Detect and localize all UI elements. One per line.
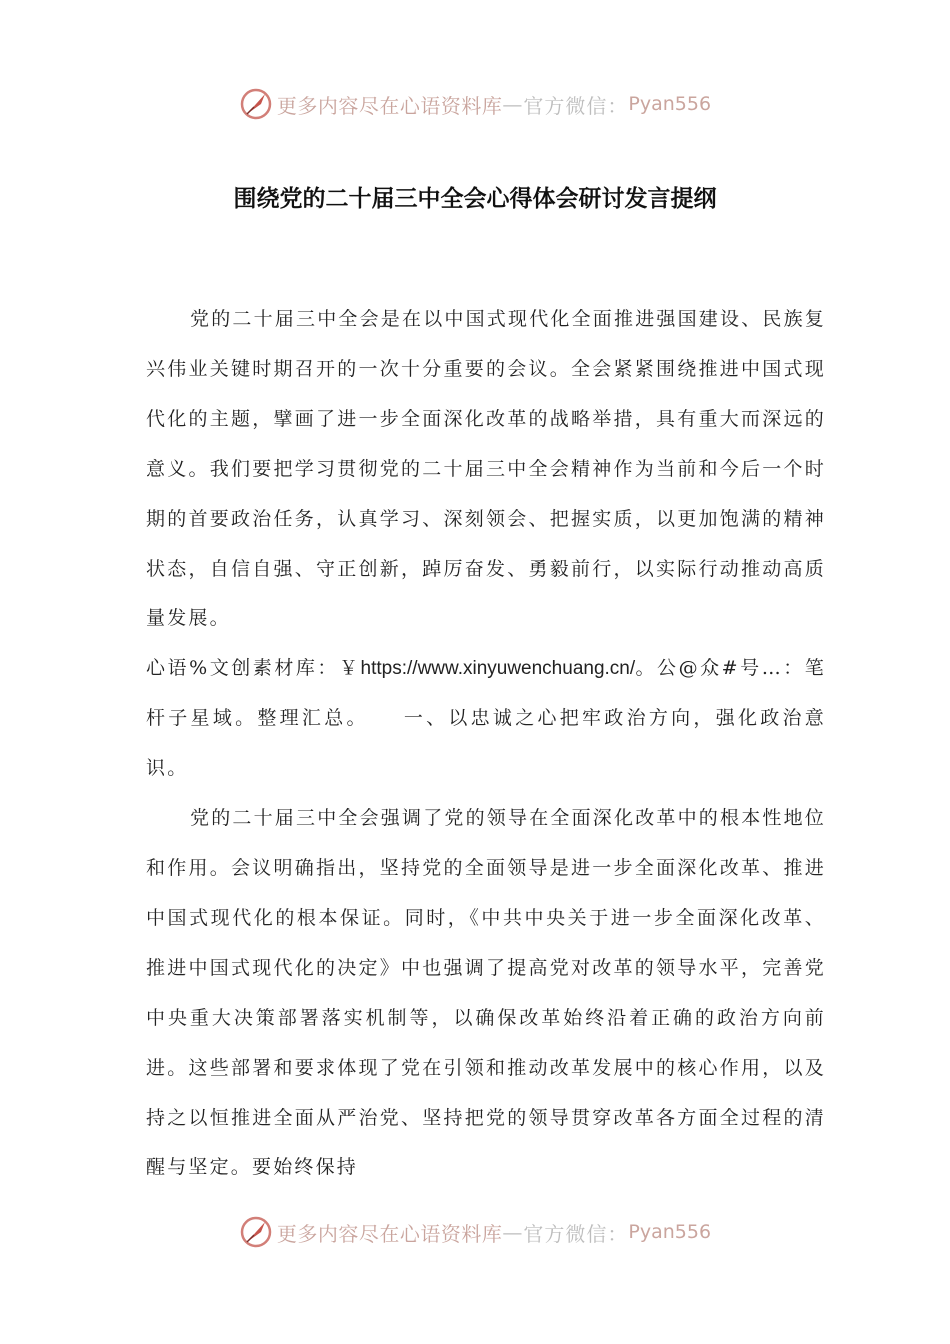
header-watermark-banner xyxy=(0,84,950,124)
paragraph-2-suffix: 。公@众#号…：笔杆子星域。整理汇总。 一、以忠诚之心把牢政治方向，强化政治意识。 xyxy=(146,657,826,780)
banner-wechat-id: Pyan556 xyxy=(628,1221,712,1243)
paragraph-3: 党的二十届三中全会强调了党的领导在全面深化改革中的根本性地位和作用。会议明确指出，坚持党的全面领导是进一步全面深化改革、推进中国式现代化的根本保证。同时，《中共中央关于进一步全面深化改革、推进中国式现代化的决定》中也强调了提高党对改革的领导水平，完善党中央重大决策部署落实机制等，以确保改革始终沿着正确的政治方向前进。这些部署和要求体现了党在引领和推动改革发展中的核心作用，以及持之以恒推进全面从严治党、坚持把党的领导贯穿改革各方面全过程的清醒与坚定。要始终保持 xyxy=(146,807,827,1179)
paragraph-1: 党的二十届三中全会是在以中国式现代化全面推进强国建设、民族复兴伟业关键时期召开的一次十分重要的会议。全会紧紧围绕推进中国式现代化的主题，擘画了进一步全面深化改革的战略举措，具有重大而深远的意义。我们要把学习贯彻党的二十届三中全会精神作为当前和今后一个时期的首要政治任务，认真学习、深刻领会、把握实质，以更加饱满的精神状态，自信自强、守正创新，踔厉奋发、勇毅前行，以实际行动推动高质量发展。 xyxy=(146,308,827,630)
source-url-link[interactable]: https://www.xinyuwenchuang.cn/ xyxy=(360,658,636,680)
banner-brand-text: 更多内容尽在心语资料库 xyxy=(276,1221,503,1246)
banner-wechat-label: 官方微信： xyxy=(523,93,629,118)
banner-dash: — xyxy=(502,1220,524,1244)
banner-brand-text: 更多内容尽在心语资料库 xyxy=(276,93,503,118)
paragraph-2-prefix: 心语%文创素材库：￥ xyxy=(146,657,361,680)
banner-wechat-label: 官方微信： xyxy=(523,1221,629,1246)
quill-logo-icon xyxy=(239,1215,273,1249)
document-body xyxy=(146,295,826,1193)
paragraph-2 xyxy=(146,644,826,794)
banner-dash: — xyxy=(502,92,524,116)
document-title: 围绕党的二十届三中全会心得体会研讨发言提纲 xyxy=(233,186,717,212)
footer-watermark-banner xyxy=(0,1212,950,1252)
banner-wechat-id: Pyan556 xyxy=(628,93,712,115)
quill-logo-icon xyxy=(239,87,273,121)
